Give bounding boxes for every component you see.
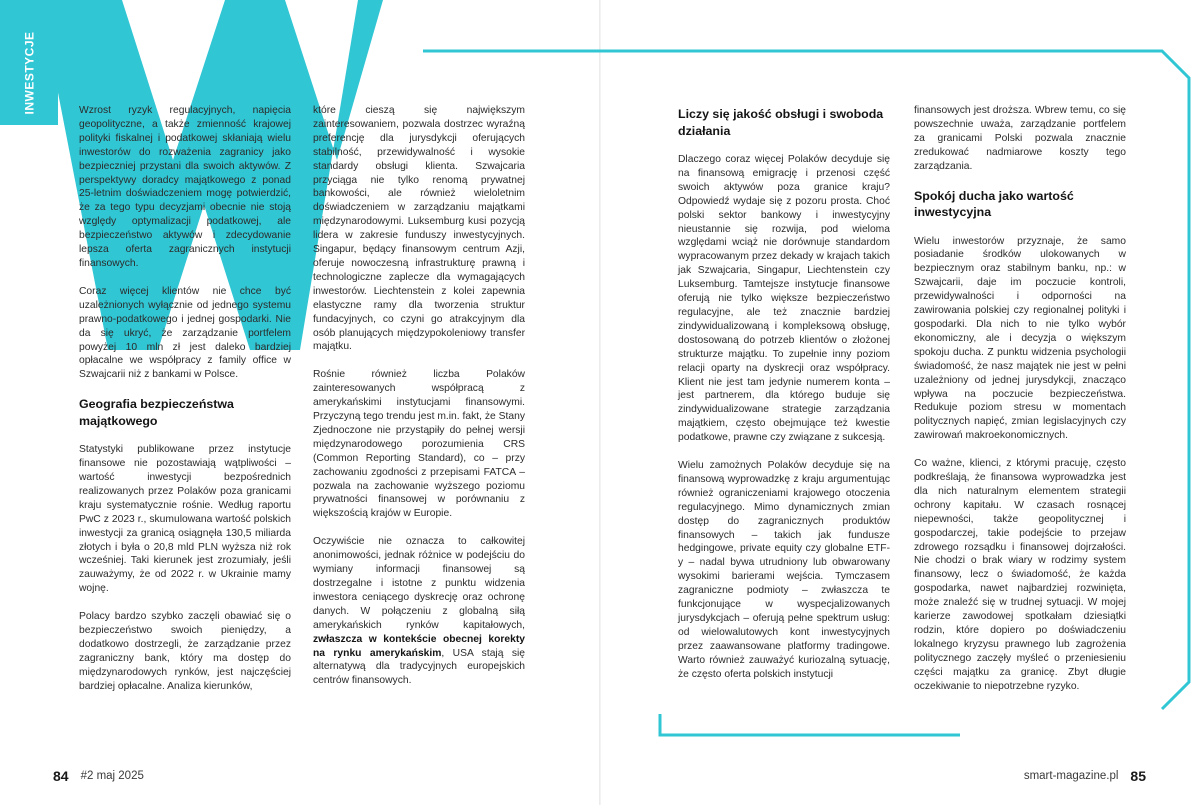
- text-column-4: [914, 104, 1126, 708]
- section-tag: [0, 0, 58, 125]
- section-heading: Geografia bezpieczeństwa majątkowego: [79, 397, 234, 428]
- paragraph: które cieszą się największym zainteresowaniem, pozwala dostrzec wyraźną preferencję dla jurysdykcji oferujących stabilność, przewidywalność i wysokie standardy obsługi klienta. Szwajcaria przyciąga nie tylko renomą prywatnej bankowości, ale również wieloletnim doświadczeniem w zarządzaniu majątkami międzynarodowymi. Luksemburg kusi pozycją lidera w zakresie funduszy inwestycyjnych. Singapur, będący finansowym centrum Azji, oferuje nowoczesną infrastrukturę prawną i technologiczne zaplecze dla wymagających inwestorów. Liechtenstein z kolei zapewnia elastyczne ramy dla tworzenia struktur fundacyjnych, co czyni go atrakcyjnym dla osób planujących międzypokoleniowy transfer majątku.: [313, 105, 525, 353]
- paragraph: Polacy bardzo szybko zaczęli obawiać się o bezpieczeństwo swoich pieniędzy, a dodatkowo dostrzegli, że zarządzanie przez zagraniczny bank, który ma dostęp do międzynarodowych rynków, jest najczęściej bardziej opłacalne. Analiza kierunków,: [79, 611, 291, 692]
- site-url: smart-magazine.pl: [1023, 770, 1119, 782]
- frame-line-bottom: [660, 714, 960, 735]
- paragraph: Co ważne, klienci, z którymi pracuję, często podkreślają, że finansowa wyprowadzka jest dla nich naturalnym elementem strategii ochrony kapitału. W czasach rosnącej niepewności, także geopolitycznej i gospodarczej, takie podejście to przejaw zdrowego rozsądku i finansowej dojrzałości. Nie chodzi o brak wiary w rodzimy system finansowy, lecz o świadomość, że każda gospodarka, nawet najbardziej rozwinięta, może znaleźć się w trudnej sytuacji. W mojej karierze zawodowej spotkałam dziesiątki rodzin, które dopiero po doświadczeniu lokalnego kryzysu prawnego lub zagrożenia politycznego zaczęły myśleć o przeniesieniu części majątku za granicę. Zbyt długie oczekiwanie to niepotrzebne ryzyko.: [914, 458, 1126, 692]
- paragraph: [313, 535, 525, 688]
- paragraph: Wzrost ryzyk regulacyjnych, napięcia geopolityczne, a także zmienność krajowej polityki fiskalnej i podatkowej skłaniają wielu inwestorów do rozważenia zagranicy jako bezpieczniej przystani dla swoich aktywów. Z perspektywy doradcy majątkowego z ponad 25-letnim doświadczeniem mogę potwierdzić, że za tego typu decyzjami obecnie nie stoją względy optymalizacji podatkowej, ale bezpieczeństwo aktywów i zdecydowanie lepsza oferta zagranicznych instytucji finansowych.: [79, 105, 291, 269]
- page-number-right: 85: [1130, 768, 1146, 784]
- paragraph: Coraz więcej klientów nie chce być uzależnionych wyłącznie od jednego systemu prawno-podatkowego i jednej gospodarki. Nie da się ukryć, że zarządzanie portfelem powyżej 10 mln zł jest daleko bardziej opłacalne we współpracy z family office w Szwajcarii niż z bankami w Polsce.: [79, 285, 291, 381]
- paragraph: Wielu zamożnych Polaków decyduje się na finansową wyprowadzkę z kraju argumentując również ograniczeniami krajowego otoczenia regulacyjnego. Mimo dynamicznych zmian dostęp do zagranicznych produktów finansowych – takich jak fundusze hedgingowe, private equity czy globalne ETF-y – nadal bywa utrudniony lub obwarowany wysokimi barierami wejścia. Tymczasem zagraniczne podmioty – zwłaszcza te funkcjonujące w wyspecjalizowanych jurysdykcjach – oferują pełne spektrum usług: od wielowalutowych kont inwestycyjnych przez zaawansowane platformy tradingowe. Warto również zauważyć kuriozalną sytuację, że często oferta polskich instytucji: [678, 460, 890, 680]
- section-heading: Spokój ducha jako wartość inwestycyjna: [914, 188, 1074, 220]
- paragraph: Wielu inwestorów przyznaje, że samo posiadanie środków ulokowanych w bezpiecznym oraz stabilnym banku, np.: w Szwajcarii, daje im poczucie kontroli, przewidywalności i odporności na zawirowania polskiej czy regionalnej polityki i gospodarki. Dla nich to nie tylko wybór ekonomiczny, ale i decyzja o większym spokoju ducha. Z punktu widzenia psychologii świadomość, że nasz majątek nie jest w pełni uzależniony od jednej jurysdykcji, znacząco wpływa na poczucie bezpieczeństwa. Redukuje poziom stresu w momentach politycznych napięć, zmian legislacyjnych czy zawirowań makroekonomicznych.: [914, 235, 1126, 442]
- paragraph: Statystyki publikowane przez instytucje finansowe nie pozostawiają wątpliwości – wartość inwestycji bezpośrednich realizowanych przez Polaków poza granicami kraju systematycznie rośnie. Według raportu PwC z 2023 r., skumulowana wartość polskich inwestycji za granicą osiągnęła 130,5 miliarda złotych i była o 20,8 mld PLN wyższa niż rok wcześniej. Taki kierunek jest zrozumiały, jeśli zauważymy, że od 2022 r. w Ukrainie mamy wojnę.: [79, 444, 291, 595]
- footer-left: [53, 767, 144, 785]
- bold-phrase: zwłaszcza w kontekście obecnej korekty na rynku amerykańskim: [313, 633, 525, 659]
- paragraph-text: Oczywiście nie oznacza to całkowitej anonimowości, jednak różnice w podejściu do wymiany informacji finansowej są dostrzegalne i istotne z punktu widzenia inwestora ceniącego dyskrecję oraz ochronę danych. W połączeniu z globalną siłą amerykańskich rynków kapitałowych,: [313, 536, 525, 631]
- section-heading: Liczy się jakość obsługi i swoboda działania: [678, 107, 884, 138]
- paragraph: Dlaczego coraz więcej Polaków decyduje się na finansową emigrację i przenosi część swoich aktywów poza granice kraju? Odpowiedź wydaje się z pozoru prosta. Choć polski sektor bankowy i inwestycyjny nieustannie się rozwija, pod wieloma względami wciąż nie dorównuje standardom wypracowanym przez dekady w krajach takich jak Szwajcaria, Singapur, Liechtenstein czy Luksemburg. Tamtejsze instytucje finansowe oferują nie tylko większe bezpieczeństwo regulacyjne, ale też znacznie bardziej zindywidualizowaną i kompleksową obsługę, dostosowaną do potrzeb klientów o złożonej strukturze majątku. To zupełnie inny poziom relacji oparty na dyskrecji oraz współpracy. Klient nie jest tam jedynie numerem konta – jest partnerem, dla którego buduje się zindywidualizowane strategie zarządzania majątkiem, często obejmujące też kwestie podatkowe, prawne czy związane z sukcesją.: [678, 154, 890, 444]
- issue-label: #2 maj 2025: [80, 770, 144, 782]
- page-number-left: 84: [53, 768, 69, 784]
- text-column-2: [313, 104, 525, 702]
- paragraph: finansowych jest droższa. Wbrew temu, co się powszechnie uważa, zarządzanie portfelem za granicami Polski pozwala znacznie zredukować nadmiarowe koszty tego zarządzania.: [914, 105, 1126, 172]
- section-tag-label: INWESTYCJE: [22, 31, 37, 115]
- footer-right: [1024, 767, 1146, 785]
- paragraph-text: , USA stają się alternatywą dla tradycyjnych europejskich centrów finansowych.: [313, 647, 525, 687]
- text-column-3: [678, 104, 890, 696]
- text-column-1: [79, 104, 291, 708]
- paragraph: Rośnie również liczba Polaków zainteresowanych współpracą z amerykańskimi instytucjami finansowymi. Przyczyną tego trendu jest m.in. fakt, że Stany Zjednoczone nie przystąpiły do pełnej wersji międzynarodowego porozumienia CRS (Common Reporting Standard), co – przy zachowaniu zgodności z przepisami FATCA – pozwala na zachowanie wyższego poziomu prywatności finansowej w porównaniu z większością krajów w Europie.: [313, 369, 525, 520]
